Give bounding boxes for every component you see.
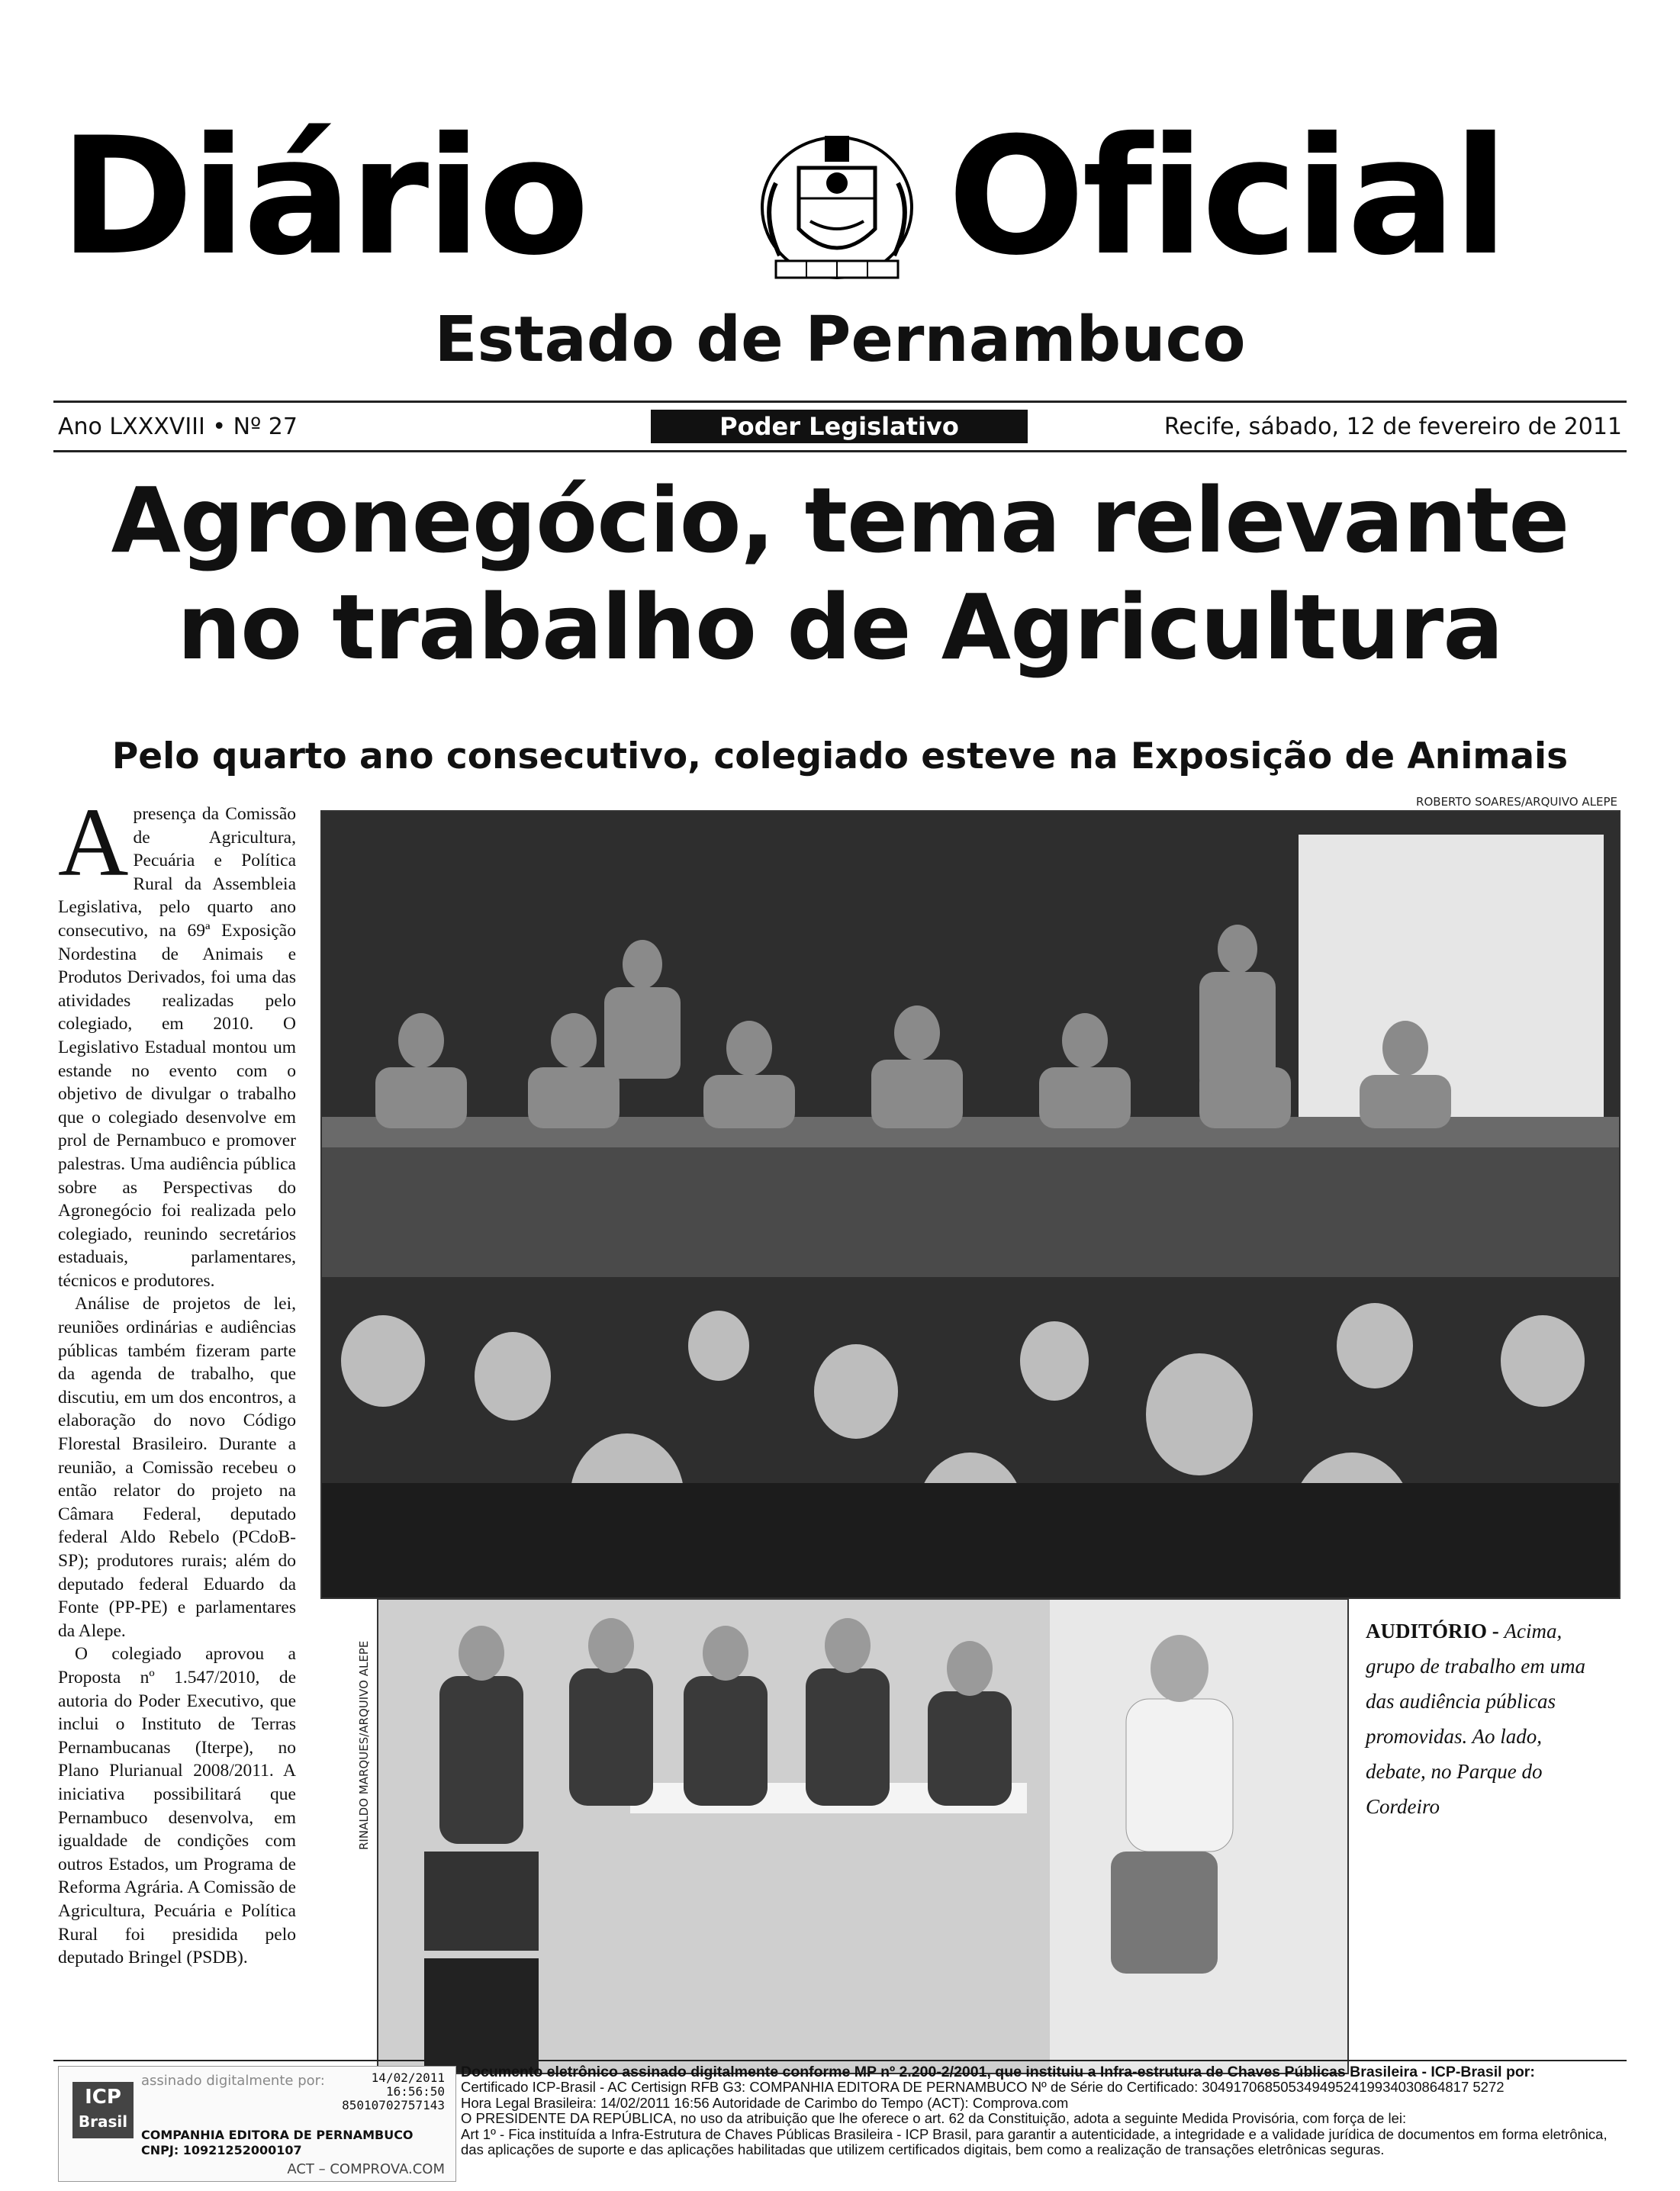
issue-date: Recife, sábado, 12 de fevereiro de 2011 [1163, 413, 1622, 440]
masthead-title-left: Diário [60, 102, 587, 291]
icp-logo-line-2: Brasil [78, 2112, 128, 2131]
legal-line: O PRESIDENTE DA REPÚBLICA, no uso da atribuição que lhe oferece o art. 62 da Constituição, adota a seguinte Medida Provisória, com força de lei: [461, 2110, 1407, 2127]
section-badge: Poder Legislativo [651, 410, 1028, 443]
drop-cap: A [58, 803, 129, 896]
legal-notice [461, 2064, 1628, 2157]
footer-rule [53, 2060, 1627, 2061]
icp-brasil-logo-icon [72, 2082, 134, 2138]
article-body [58, 803, 296, 2023]
signature-timestamp [342, 2071, 445, 2112]
legal-line: Certificado ICP-Brasil - AC Certisign RFB G3: COMPANHIA EDITORA DE PERNAMBUCO Nº de Série do Certificado: 3049170685053494952419934030864817 5272 [461, 2079, 1505, 2096]
photo-caption [1366, 1613, 1602, 1824]
digital-signature-box [58, 2066, 456, 2182]
article-paragraph-text: presença da Comissão de Agricultura, Pecuária e Política Rural da Assembleia Legislativa, pelo quarto ano consecutivo, na 69ª Exposição Nordestina de Animais e Produtos Derivados, foi uma das atividades realizadas pelo colegiado, em 2010. O Legislativo Estadual montou um estande no evento com o objetivo de divulgar o trabalho que o colegiado desenvolve em prol de Pernambuco e promover palestras. Uma audiência pública sobre as Perspectivas do Agronegócio foi realizada pelo colegiado, reunindo secretários estaduais, parlamentares, técnicos e produtores. [58, 804, 296, 1291]
photo-assembly-hearing [320, 810, 1620, 1599]
headline [46, 467, 1634, 680]
article-paragraph [58, 803, 296, 1292]
masthead-rule-top [53, 401, 1627, 403]
article-paragraph: Análise de projetos de lei, reuniões ordinárias e audiências públicas também fizeram parte da agenda de trabalho, que discutiu, em um dos encontros, a elaboração do novo Código Florestal Brasileiro. Durante a reunião, a Comissão recebeu o então relator do projeto na Câmara Federal, deputado federal Aldo Rebelo (PCdoB-SP); produtores rurais; além do deputado federal Eduardo da Fonte (PP-PE) e parlamentares da Alepe. [58, 1294, 296, 1641]
signature-act: ACT – COMPROVA.COM [287, 2161, 445, 2177]
icp-logo-line-1: ICP [85, 2086, 121, 2109]
photo-credit-side: RINALDO MARQUES/ARQUIVO ALEPE [357, 1640, 371, 1850]
masthead-state: Estado de Pernambuco [434, 304, 1246, 376]
masthead-title-right: Oficial [948, 102, 1506, 291]
signature-cnpj: CNPJ: 10921252000107 [141, 2143, 302, 2157]
subheadline: Pelo quarto ano consecutivo, colegiado esteve na Exposição de Animais [111, 735, 1569, 777]
caption-label: AUDITÓRIO - [1366, 1620, 1499, 1642]
masthead-rule-bottom [53, 450, 1627, 452]
signature-serial: 85010702757143 [342, 2098, 445, 2112]
headline-line-1: Agronegócio, tema relevante [111, 468, 1569, 573]
issue-number: Ano LXXXVIII • Nº 27 [58, 413, 298, 440]
coat-of-arms-icon [745, 122, 929, 290]
headline-line-2: no trabalho de Agricultura [177, 574, 1503, 680]
legal-line: Art 1º - Fica instituída a Infra-Estrutura de Chaves Públicas Brasileira - ICP Brasil, para garantir a autenticidade, a integridade e a validade jurídica de documentos em forma eletrônica, [461, 2125, 1608, 2142]
caption-text: Acima, grupo de trabalho em uma das audiência públicas promovidas. Ao lado, debate, no Parque do Cordeiro [1366, 1620, 1585, 1818]
signature-label: assinado digitalmente por: [141, 2073, 325, 2089]
legal-line: das aplicações de suporte e das aplicações habilitadas que utilizem certificados digitais, bem como a realização de transações eletrônicas seguras. [461, 2141, 1385, 2158]
signature-company: COMPANHIA EDITORA DE PERNAMBUCO [141, 2128, 414, 2142]
photo-debate-parque-cordeiro [377, 1598, 1349, 2074]
photo-credit-top: ROBERTO SOARES/ARQUIVO ALEPE [1416, 795, 1617, 809]
article-paragraph: O colegiado aprovou a Proposta nº 1.547/2010, de autoria do Poder Executivo, que inclui o Instituto de Terras Pernambucanas (Iterpe), no Plano Plurianual 2008/2011. A iniciativa possibilitará que Pernambuco desenvolva, em igualdade de condições com outros Estados, um Programa de Reforma Agrária. A Comissão de Agricultura, Pecuária e Política Rural foi presidida pelo deputado Bringel (PSDB). [58, 1644, 296, 1968]
legal-line: Hora Legal Brasileira: 14/02/2011 16:56 Autoridade de Carimbo do Tempo (ACT): Comprova.com [461, 2094, 1069, 2111]
signature-date: 14/02/2011 [371, 2070, 445, 2085]
legal-line: Documento eletrônico assinado digitalmente conforme MP nº 2.200-2/2001, que instituiu a Infra-estrutura de Chaves Públicas Brasileira - ICP-Brasil por: [461, 2064, 1535, 2080]
signature-time: 16:56:50 [385, 2084, 445, 2099]
